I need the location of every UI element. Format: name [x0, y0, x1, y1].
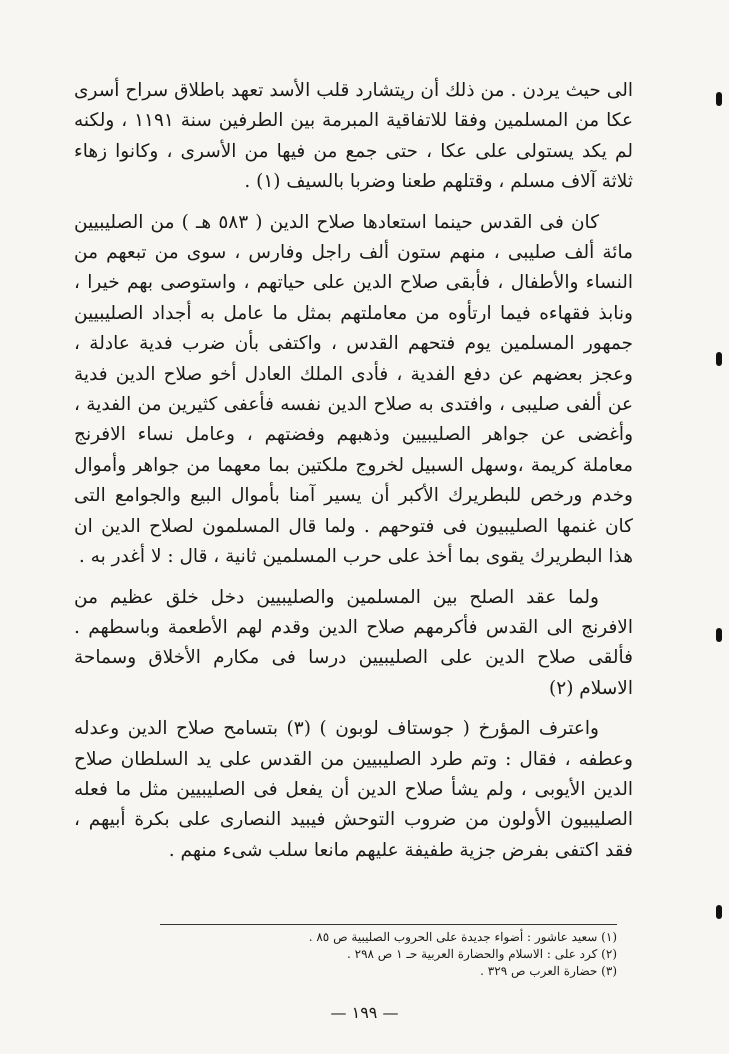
margin-dot-top	[716, 92, 722, 106]
paragraph-3: ولما عقد الصلح بين المسلمين والصليبيين دخل خلق عظيم من الافرنج الى القدس فأكرمهم صلاح الدين وقدم لهم الأطعمة وباسطهم . فألقى صلاح الدين على الصليبيين درسا فى مكارم الأخلاق وسماحة الاسلام (٢)	[74, 586, 633, 699]
page-number: — ١٩٩ —	[330, 1003, 399, 1022]
paragraph-2: كان فى القدس حينما استعادها صلاح الدين ( ٥٨٣ هـ ) من الصليبيين مائة ألف صليبى ، منهم ستون ألف راجل وفارس ، سوى من تبعهم من النساء والأطفال ، فأبقى صلاح الدين على حياتهم ، واستوصى بهم خيرا ، ونابذ فقهاءه فيما ارتأوه من معاملتهم بمثل ما عامل به أجداد الصليبيين جمهور المسلمين يوم فتحهم القدس ، واكتفى بأن ضرب فدية عادلة ، وعجز بعضهم عن دفع الفدية ، فأدى الملك العادل أخو صلاح الدين فدية عن ألفى صليبى ، وافتدى به صلاح الدين نفسه فأعفى كثيرين من الفدية ، وأغضى عن جواهر الصليبيين وذهبهم وفضتهم ، وعامل نساء الافرنج معاملة كريمة ،وسهل السبيل لخروج ملكتين بما معهما من جواهر وأموال وخدم ورخص للبطريرك الأكبر أن يسير آمنا بأموال البيع والجوامع التى كان غنمها الصليبيون فى فتوحهم . ولما قال المسلمون لصلاح الدين ان هذا البطريرك يقوى بما أخذ على حرب المسلمين ثانية ، قال : لا أغدر به .	[74, 211, 633, 568]
footnotes	[160, 924, 617, 980]
footnote-1: (١) سعيد عاشور : أضواء جديدة على الحروب الصليبية ص ٨٥ .	[308, 930, 617, 944]
main-text	[74, 76, 633, 876]
paragraph-1: الى حيث يردن . من ذلك أن ريتشارد قلب الأسد تعهد باطلاق سراح أسرى عكا من المسلمين وفقا للاتفاقية المبرمة بين الطرفين سنة ١١٩١ ، ولكنه لم يكد يستولى على عكا ، حتى جمع من فيها من الأسرى ، وكانوا زهاء ثلاثة آلاف مسلم ، وقتلهم طعنا وضربا بالسيف (١) .	[74, 80, 633, 193]
paragraph-4: واعترف المؤرخ ( جوستاف لوبون ) (٣) بتسامح صلاح الدين وعدله وعطفه ، فقال : وتم طرد الصليبيين من القدس على يد السلطان صلاح الدين الأيوبى ، ولم يشأ صلاح الدين أن يفعل فى الصليبيين مثل ما فعله الصليبيون الأولون من ضروب التوحش فيبيد النصارى على بكرة أبيهم ، فقد اكتفى بفرض جزية طفيفة عليهم مانعا سلب شىء منهم .	[74, 718, 633, 861]
footnote-3: (٣) حضارة العرب ص ٣٢٩ .	[480, 964, 617, 978]
footnote-2: (٢) كرد على : الاسلام والحضارة العربية حـ ١ ص ٢٩٨ .	[347, 947, 617, 961]
margin-dot-bottom	[716, 905, 722, 919]
margin-dot-lower	[716, 628, 722, 642]
margin-dot-middle	[716, 352, 722, 366]
